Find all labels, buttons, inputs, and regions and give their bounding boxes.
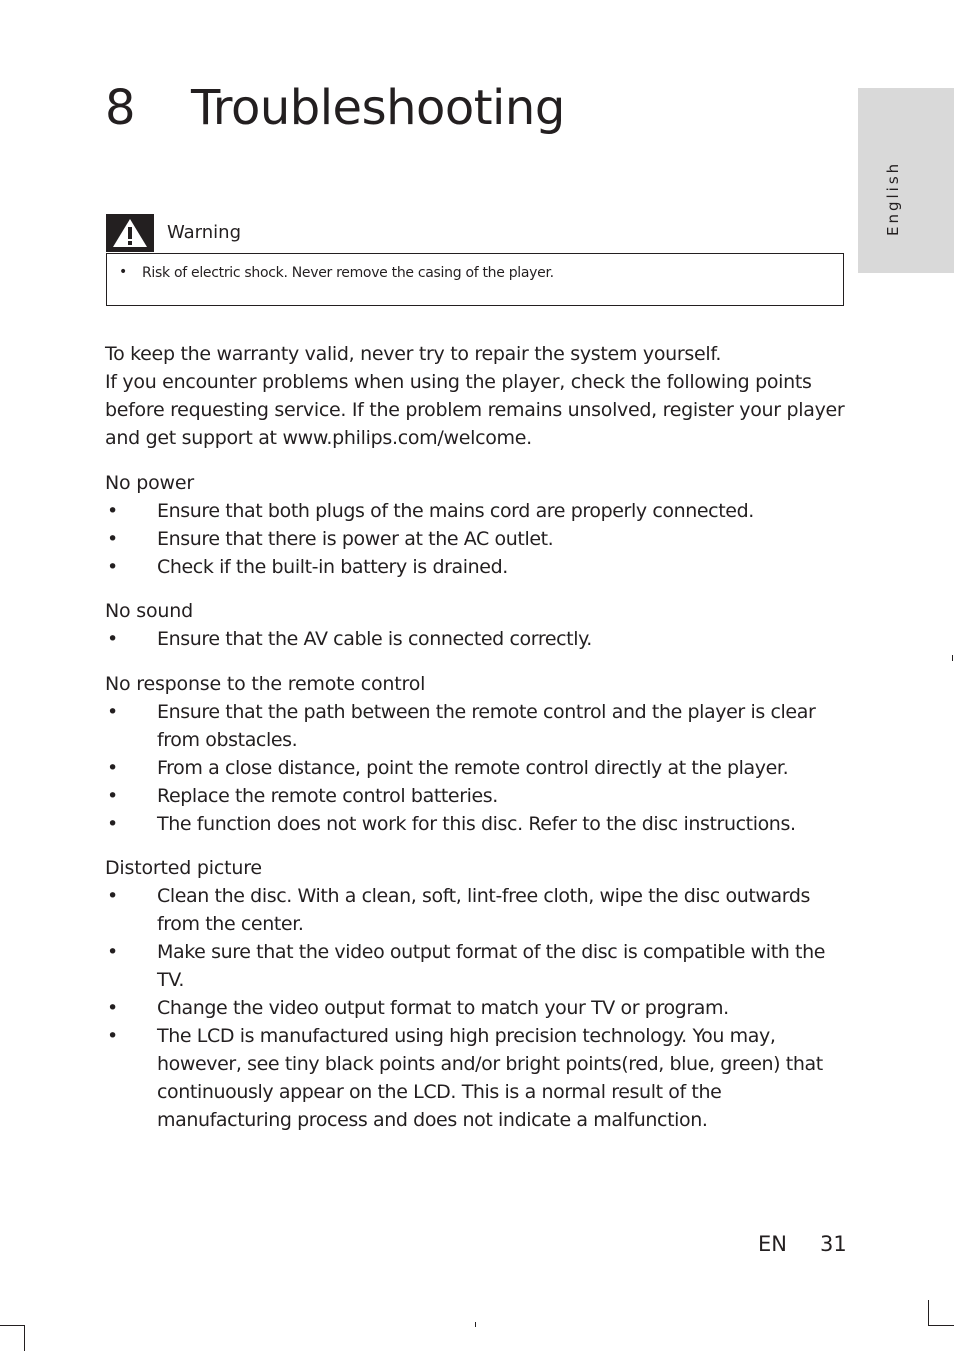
bullet-icon: • xyxy=(107,701,118,723)
footer-language: EN xyxy=(758,1232,787,1256)
warning-item-text: Risk of electric shock. Never remove the casing of the player. xyxy=(142,265,554,281)
list-item xyxy=(105,994,850,1022)
page-footer xyxy=(758,1232,847,1256)
crop-mark xyxy=(928,1325,954,1326)
bullet-icon: • xyxy=(107,528,118,550)
list-item-text: Replace the remote control batteries. xyxy=(157,785,498,807)
bullet-icon: • xyxy=(107,785,118,807)
section-no-remote-response xyxy=(105,670,850,838)
list-item-text: Ensure that both plugs of the mains cord are properly connected. xyxy=(157,500,754,522)
list-item-text: Ensure that the path between the remote control and the player is clear from obstacles. xyxy=(157,701,816,751)
list-item xyxy=(105,938,850,994)
list-item-text: The function does not work for this disc. Refer to the disc instructions. xyxy=(157,813,796,835)
warning-box xyxy=(106,253,844,306)
warning-header xyxy=(106,214,406,252)
list-item xyxy=(105,525,850,553)
chapter-number: 8 xyxy=(105,80,136,136)
bullet-icon: • xyxy=(107,757,118,779)
list-item xyxy=(105,810,850,838)
intro-paragraph: If you encounter problems when using the player, check the following points before requesting service. If the problem remains unsolved, register your player and get support at www.philips.com/welcome. xyxy=(105,371,845,449)
list-item xyxy=(105,1022,850,1134)
section-heading: No sound xyxy=(105,600,193,622)
intro-text xyxy=(105,340,850,452)
warning-icon-box xyxy=(106,214,154,252)
section-no-sound xyxy=(105,597,850,653)
crop-mark xyxy=(952,655,953,661)
bullet-list xyxy=(105,698,850,838)
list-item-text: Ensure that there is power at the AC outlet. xyxy=(157,528,554,550)
list-item-text: Make sure that the video output format of the disc is compatible with the TV. xyxy=(157,941,826,991)
bullet-icon: • xyxy=(107,556,118,578)
list-item-text: Ensure that the AV cable is connected correctly. xyxy=(157,628,592,650)
bullet-icon: • xyxy=(119,264,128,280)
list-item xyxy=(105,698,850,754)
bullet-icon: • xyxy=(107,941,118,963)
section-heading: No power xyxy=(105,472,195,494)
crop-mark xyxy=(0,1325,24,1326)
bullet-icon: • xyxy=(107,997,118,1019)
list-item xyxy=(105,553,850,581)
list-item-text: Change the video output format to match your TV or program. xyxy=(157,997,729,1019)
section-distorted-picture xyxy=(105,854,850,1134)
list-item xyxy=(105,625,850,653)
bullet-icon: • xyxy=(107,628,118,650)
warning-label: Warning xyxy=(167,222,242,243)
list-item-text: Check if the built-in battery is drained. xyxy=(157,556,508,578)
chapter-title-text: Troubleshooting xyxy=(191,80,565,136)
bullet-icon: • xyxy=(107,1025,118,1047)
list-item xyxy=(105,754,850,782)
language-side-tab xyxy=(858,88,954,273)
bullet-icon: • xyxy=(107,500,118,522)
bullet-icon: • xyxy=(107,813,118,835)
bullet-list xyxy=(105,625,850,653)
list-item-text: From a close distance, point the remote control directly at the player. xyxy=(157,757,789,779)
language-side-tab-label: English xyxy=(884,160,902,236)
warning-triangle-icon xyxy=(111,217,149,249)
list-item xyxy=(105,782,850,810)
intro-paragraph: To keep the warranty valid, never try to repair the system yourself. xyxy=(105,343,722,365)
bullet-list xyxy=(105,882,850,1134)
list-item xyxy=(105,882,850,938)
crop-mark xyxy=(24,1325,25,1351)
list-item-text: Clean the disc. With a clean, soft, lint-free cloth, wipe the disc outwards from the center. xyxy=(157,885,811,935)
chapter-title xyxy=(105,78,565,138)
section-no-power xyxy=(105,469,850,581)
section-heading: No response to the remote control xyxy=(105,673,426,695)
page-number: 31 xyxy=(820,1232,847,1256)
crop-mark xyxy=(475,1322,476,1327)
list-item xyxy=(105,497,850,525)
bullet-list xyxy=(105,497,850,581)
section-heading: Distorted picture xyxy=(105,857,262,879)
bullet-icon: • xyxy=(107,885,118,907)
list-item-text: The LCD is manufactured using high precision technology. You may, however, see tiny black points and/or bright points(red, blue, green) that continuously appear on the LCD. This is a normal result of the manufacturing process and does not indicate a malfunction. xyxy=(157,1025,823,1131)
crop-mark xyxy=(928,1300,929,1325)
